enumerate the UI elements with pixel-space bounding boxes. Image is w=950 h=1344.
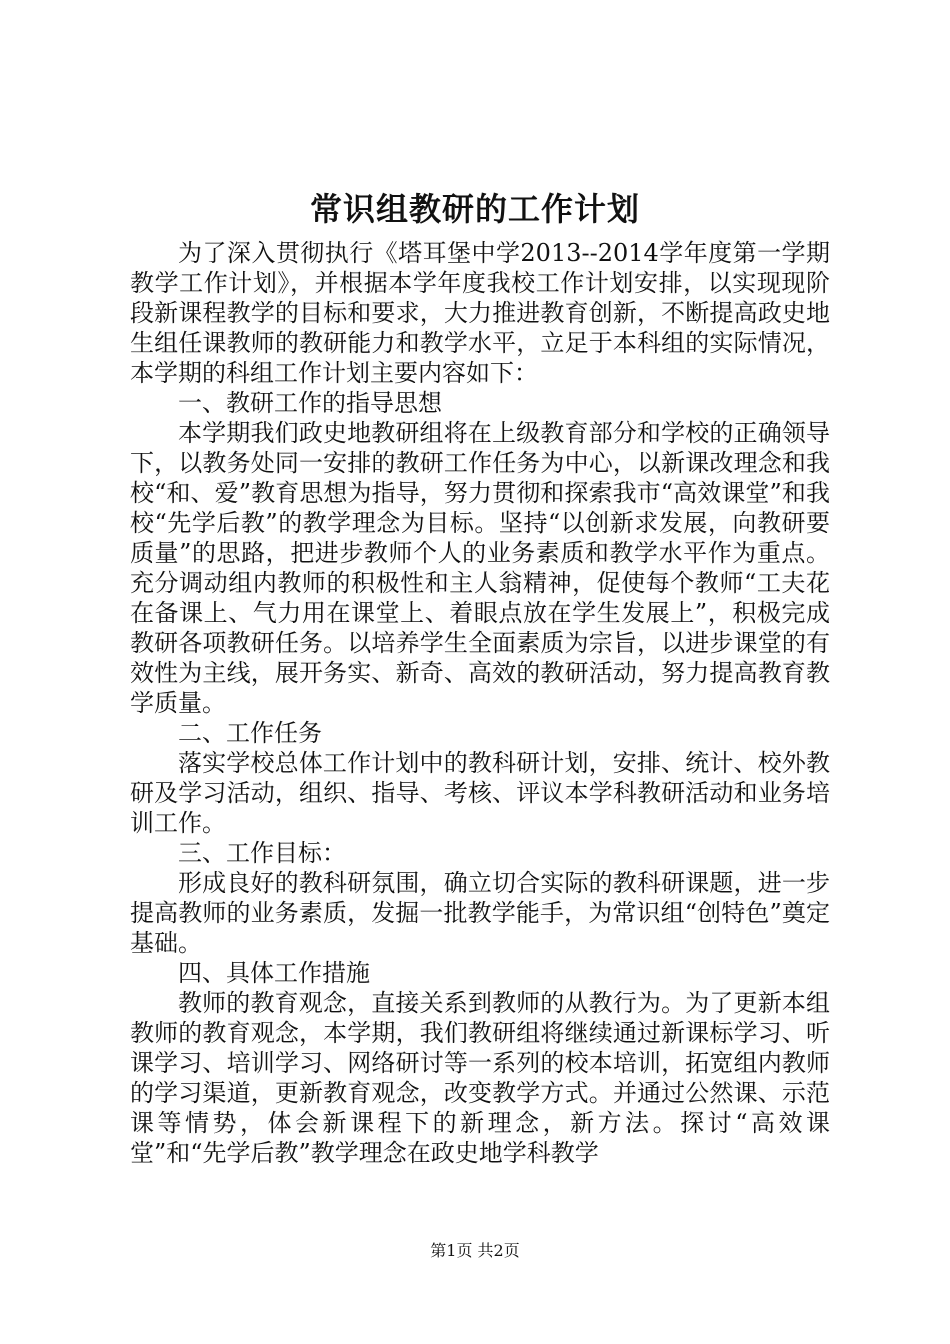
tasks-paragraph: 落实学校总体工作计划中的教科研计划，安排、统计、校外教研及学习活动，组织、指导、考核、评议本学科教研活动和业务培训工作。 bbox=[130, 749, 830, 837]
section-heading-2: 二、工作任务 bbox=[178, 719, 322, 747]
document-title: 常识组教研的工作计划 bbox=[309, 190, 640, 228]
section-heading-4: 四、具体工作措施 bbox=[178, 959, 370, 987]
guiding-ideas-paragraph: 本学期我们政史地教研组将在上级教育部分和学校的正确领导下，以教务处同一安排的教研工作任务为中心，以新课改理念和我校“和、爱”教育思想为指导，努力贯彻和探索我市“高效课堂”和我校“先学后教”的教学理念为目标。坚持“以创新求发展，向教研要质量”的思路，把进步教师个人的业务素质和教学水平作为重点。充分调动组内教师的积极性和主人翁精神，促使每个教师“工夫花在备课上、气力用在课堂上、着眼点放在学生发展上”，积极完成教研各项教研任务。以培养学生全面素质为宗旨，以进步课堂的有效性为主线，展开务实、新奇、高效的教研活动，努力提高教育教学质量。 bbox=[130, 419, 830, 717]
section-heading-3: 三、工作目标： bbox=[178, 839, 346, 867]
intro-paragraph: 为了深入贯彻执行《塔耳堡中学2013--2014学年度第一学期教学工作计划》，并根据本学年度我校工作计划安排，以实现现阶段新课程教学的目标和要求，大力推进教育创新，不断提高政史地生组任课教师的教研能力和教学水平，立足于本科组的实际情况，本学期的科组工作计划主要内容如下： bbox=[130, 239, 830, 387]
goals-paragraph: 形成良好的教科研氛围，确立切合实际的教科研课题，进一步提高教师的业务素质，发掘一批教学能手，为常识组“创特色”奠定基础。 bbox=[130, 869, 830, 957]
measures-paragraph: 教师的教育观念，直接关系到教师的从教行为。为了更新本组教师的教育观念，本学期，我们教研组将继续通过新课标学习、听课学习、培训学习、网络研讨等一系列的校本培训，拓宽组内教师的学习渠道，更新教育观念，改变教学方式。并通过公然课、示范课等情势，体会新课程下的新理念，新方法。探讨“高效课堂”和“先学后教”教学理念在政史地学科教学 bbox=[130, 989, 830, 1167]
document-body bbox=[130, 238, 830, 1168]
section-heading-1: 一、教研工作的指导思想 bbox=[178, 389, 442, 417]
page-footer: 第1页 共2页 bbox=[430, 1241, 520, 1260]
